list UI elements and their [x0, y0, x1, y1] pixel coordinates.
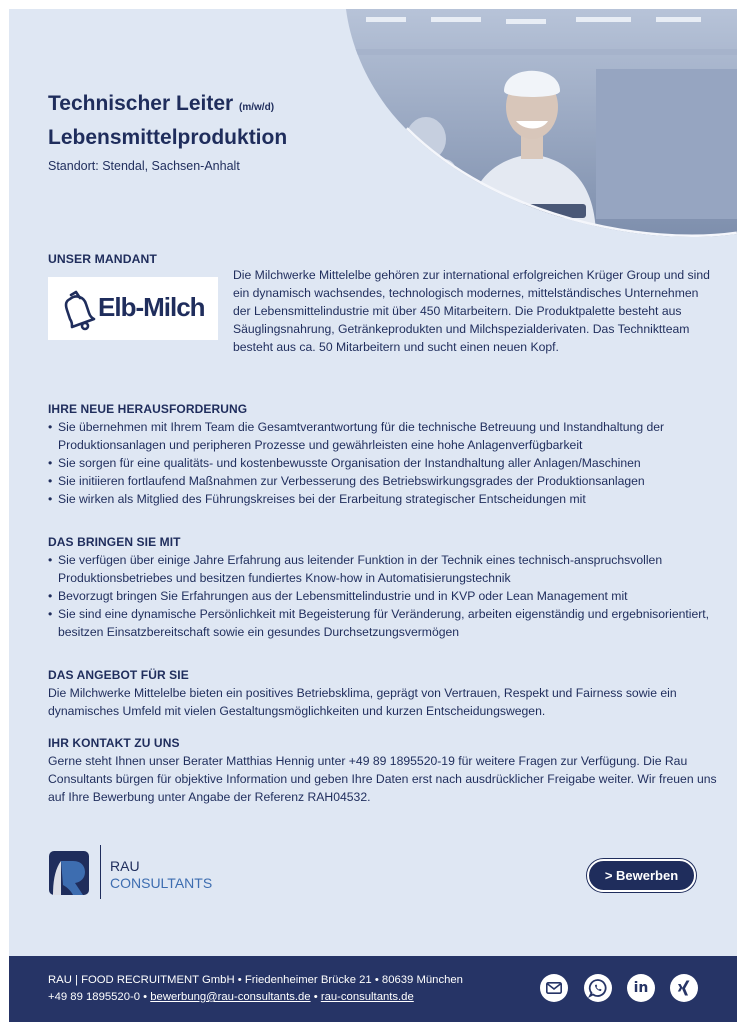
requirements-section	[48, 533, 718, 641]
logo-divider	[100, 845, 101, 899]
challenge-heading: IHRE NEUE HERAUSFORDERUNG	[48, 402, 248, 416]
mandant-heading: UNSER MANDANT	[48, 252, 157, 266]
footer-contact-line	[48, 989, 414, 1006]
offer-section	[48, 666, 718, 720]
footer-website-link[interactable]: rau-consultants.de	[320, 991, 414, 1003]
job-title-suffix: (m/w/d)	[239, 102, 275, 113]
job-posting-page	[9, 9, 737, 1022]
rau-logo-line2: CONSULTANTS	[110, 875, 213, 891]
challenge-section	[48, 400, 718, 508]
list-item: • Sie wirken als Mitglied des Führungskreises bei der Erarbeitung strategischer Entscheidungen mit	[48, 490, 718, 508]
client-logo-text: Elb-Milch	[98, 292, 205, 322]
footer-company-line: RAU | FOOD RECRUITMENT GmbH • Friedenheimer Brücke 21 • 80639 München	[48, 974, 463, 986]
rau-logo-icon	[49, 851, 93, 897]
footer-phone: +49 89 1895520-0	[48, 991, 141, 1003]
client-logo	[48, 277, 218, 340]
requirements-heading: DAS BRINGEN SIE MIT	[48, 535, 181, 549]
footer-separator: •	[140, 991, 151, 1003]
requirements-list	[48, 551, 718, 641]
whatsapp-icon[interactable]	[584, 974, 612, 1002]
footer-email-link[interactable]: bewerbung@rau-consultants.de	[150, 991, 311, 1003]
job-title	[48, 89, 287, 153]
list-item: • Sie initiieren fortlaufend Maßnahmen zur Verbesserung des Betriebswirkungsgrades der Produktionsanlagen	[48, 472, 718, 490]
list-item: • Sie übernehmen mit Ihrem Team die Gesamtverantwortung für die technische Betreuung und Instandhaltung der Produktionsanlagen und peripheren Prozesse und gewährleisten eine hohe Anlagenverfügbarkeit	[48, 418, 718, 454]
job-location: Standort: Stendal, Sachsen-Anhalt	[48, 159, 240, 173]
list-item: • Sie verfügen über einige Jahre Erfahrung aus leitender Funktion in der Technik eines technisch-anspruchsvollen Produktionsbetriebes und besitzen fundiertes Know-how in Automatisierungstechnik	[48, 551, 718, 587]
contact-heading: IHR KONTAKT ZU UNS	[48, 736, 180, 750]
mandant-text: Die Milchwerke Mittelelbe gehören zur international erfolgreichen Krüger Group und sind ein dynamisch wachsendes, technologisch modernes, mittelständisches Unternehmen der Lebensmittelindustrie mit über 450 Mitarbeitern. Die Produktpalette besteht aus Säuglingsnahrung, Getränkeprodukten und Milchspezialderivaten. Das Techniktteam besteht aus ca. 50 Mitarbeitern und sucht einen neuen Kopf.	[233, 268, 710, 354]
hero-photo	[346, 9, 737, 239]
rau-logo-wordmark	[110, 858, 212, 892]
list-item: • Sie sind eine dynamische Persönlichkeit mit Begeisterung für Veränderung, arbeiten eigenständig und ergebnisorientiert, besitzen Einsatzbereitschaft sowie ein gesundes Durchsetzungsvermögen	[48, 605, 718, 641]
rau-logo-line1: RAU	[110, 858, 140, 874]
challenge-list	[48, 418, 718, 508]
offer-heading: DAS ANGEBOT FÜR SIE	[48, 668, 189, 682]
contact-section	[48, 734, 718, 806]
job-title-line1: Technischer Leiter	[48, 92, 234, 115]
rau-consultants-logo	[49, 845, 219, 901]
list-item: • Sie sorgen für eine qualitäts- und kostenbewusste Organisation der Instandhaltung aller Anlagen/Maschinen	[48, 454, 718, 472]
footer	[9, 956, 737, 1022]
offer-text: Die Milchwerke Mittelelbe bieten ein positives Betriebsklima, geprägt von Vertrauen, Respekt und Fairness sowie ein dynamisches Umfeld mit vielen Gestaltungsmöglichkeiten und kurzen Entscheidungswegen.	[48, 686, 677, 718]
list-item: • Bevorzugt bringen Sie Erfahrungen aus der Lebensmittelindustrie und in KVP oder Lean Management mit	[48, 587, 718, 605]
footer-separator: •	[310, 991, 321, 1003]
linkedin-icon[interactable]: in	[627, 974, 655, 1002]
mail-icon[interactable]	[540, 974, 568, 1002]
xing-icon[interactable]	[670, 974, 698, 1002]
contact-text: Gerne steht Ihnen unser Berater Matthias Hennig unter +49 89 1895520-19 für weitere Fragen zur Verfügung. Die Rau Consultants bürgen für objektive Information und geben Ihre Daten erst nach ausdrücklicher Freigabe weiter. Wir freuen uns auf Ihre Bewerbung unter Angabe der Referenz RAH04532.	[48, 754, 717, 804]
job-title-line2: Lebensmittelproduktion	[48, 126, 288, 149]
apply-button[interactable]: > Bewerben	[587, 859, 696, 892]
